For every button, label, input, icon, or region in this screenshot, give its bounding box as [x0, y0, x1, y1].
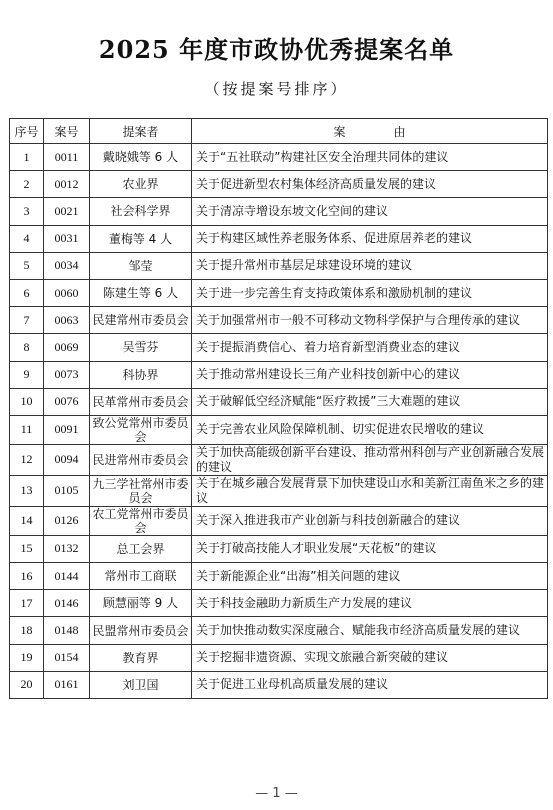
table-row: [10, 252, 548, 279]
proposal-reason: 关于加强常州市一般不可移动文物科学保护与合理传承的建议: [192, 307, 548, 334]
proposal-number: 0021: [44, 198, 90, 225]
proposer: 总工会界: [90, 535, 192, 562]
table-row: [10, 617, 548, 644]
proposal-number: 0105: [44, 475, 90, 506]
proposal-number: 0073: [44, 361, 90, 388]
proposer: 致公党常州市委员会: [90, 415, 192, 444]
row-index: 5: [10, 252, 44, 279]
row-index: 13: [10, 475, 44, 506]
row-index: 8: [10, 334, 44, 361]
proposal-reason: 关于打破高技能人才职业发展“天花板”的建议: [192, 535, 548, 562]
row-index: 7: [10, 307, 44, 334]
proposal-number: 0091: [44, 415, 90, 444]
proposal-reason: 关于提振消费信心、着力培育新型消费业态的建议: [192, 334, 548, 361]
proposal-reason: 关于“五社联动”构建社区安全治理共同体的建议: [192, 144, 548, 171]
table-row: [10, 225, 548, 252]
proposal-number: 0094: [44, 444, 90, 475]
row-index: 9: [10, 361, 44, 388]
proposal-number: 0146: [44, 590, 90, 617]
row-index: 17: [10, 590, 44, 617]
page-subtitle: （按提案号排序）: [204, 80, 349, 98]
proposal-reason: 关于挖掘非遗资源、实现文旅融合新突破的建议: [192, 644, 548, 671]
table-row: [10, 171, 548, 198]
proposer: 常州市工商联: [90, 563, 192, 590]
table-body: [10, 144, 548, 699]
proposal-number: 0132: [44, 535, 90, 562]
proposal-reason: 关于提升常州市基层足球建设环境的建议: [192, 252, 548, 279]
column-header-index: 序号: [10, 119, 44, 144]
page-number: — 1 —: [255, 786, 298, 801]
table-row: [10, 506, 548, 535]
proposal-reason: 关于清凉寺增设东坡文化空间的建议: [192, 198, 548, 225]
page-title: 2025 年度市政协优秀提案名单: [98, 35, 455, 64]
column-header-number: 案号: [44, 119, 90, 144]
proposer: 民建常州市委员会: [90, 307, 192, 334]
proposer: 民革常州市委员会: [90, 388, 192, 415]
row-index: 2: [10, 171, 44, 198]
table-row: [10, 144, 548, 171]
proposer: 民盟常州市委员会: [90, 617, 192, 644]
proposer: 陈建生等 6 人: [90, 279, 192, 306]
proposal-number: 0076: [44, 388, 90, 415]
proposal-reason: 关于破解低空经济赋能“医疗救援”三大难题的建议: [192, 388, 548, 415]
row-index: 16: [10, 563, 44, 590]
proposer: 教育界: [90, 644, 192, 671]
proposal-reason: 关于进一步完善生育支持政策体系和激励机制的建议: [192, 279, 548, 306]
row-index: 10: [10, 388, 44, 415]
proposal-reason: 关于构建区域性养老服务体系、促进原居养老的建议: [192, 225, 548, 252]
proposer: 社会科学界: [90, 198, 192, 225]
table-row: [10, 535, 548, 562]
proposal-reason: 关于完善农业风险保障机制、切实促进农民增收的建议: [192, 415, 548, 444]
proposal-number: 0148: [44, 617, 90, 644]
proposal-number: 0144: [44, 563, 90, 590]
table-row: [10, 563, 548, 590]
table-row: [10, 590, 548, 617]
row-index: 20: [10, 671, 44, 698]
row-index: 1: [10, 144, 44, 171]
table-row: [10, 444, 548, 475]
proposal-reason: 关于加快高能级创新平台建设、推动常州科创与产业创新融合发展的建议: [192, 444, 548, 475]
proposer: 顾慧丽等 9 人: [90, 590, 192, 617]
proposal-number: 0126: [44, 506, 90, 535]
table-row: [10, 671, 548, 698]
row-index: 6: [10, 279, 44, 306]
table-row: [10, 361, 548, 388]
proposer: 农工党常州市委员会: [90, 506, 192, 535]
proposal-reason: 关于深入推进我市产业创新与科技创新融合的建议: [192, 506, 548, 535]
proposer: 民进常州市委员会: [90, 444, 192, 475]
proposal-table: [9, 118, 548, 699]
proposal-number: 0060: [44, 279, 90, 306]
proposal-number: 0161: [44, 671, 90, 698]
proposal-number: 0011: [44, 144, 90, 171]
proposal-reason: 关于促进工业母机高质量发展的建议: [192, 671, 548, 698]
table-row: [10, 334, 548, 361]
proposal-number: 0031: [44, 225, 90, 252]
table-row: [10, 279, 548, 306]
proposal-number: 0063: [44, 307, 90, 334]
table-row: [10, 415, 548, 444]
row-index: 4: [10, 225, 44, 252]
table-row: [10, 388, 548, 415]
proposer: 戴晓娥等 6 人: [90, 144, 192, 171]
proposer: 科协界: [90, 361, 192, 388]
table-row: [10, 475, 548, 506]
row-index: 14: [10, 506, 44, 535]
table-row: [10, 644, 548, 671]
row-index: 11: [10, 415, 44, 444]
proposal-reason: 关于推动常州建设长三角产业科技创新中心的建议: [192, 361, 548, 388]
proposer: 董梅等 4 人: [90, 225, 192, 252]
proposal-reason: 关于促进新型农村集体经济高质量发展的建议: [192, 171, 548, 198]
proposal-number: 0034: [44, 252, 90, 279]
proposal-reason: 关于加快推动数实深度融合、赋能我市经济高质量发展的建议: [192, 617, 548, 644]
proposal-reason: 关于在城乡融合发展背景下加快建设山水和美新江南鱼米之乡的建议: [192, 475, 548, 506]
proposal-number: 0154: [44, 644, 90, 671]
table-header-row: [10, 119, 548, 144]
proposer: 九三学社常州市委员会: [90, 475, 192, 506]
row-index: 18: [10, 617, 44, 644]
proposal-number: 0012: [44, 171, 90, 198]
proposal-number: 0069: [44, 334, 90, 361]
table-row: [10, 198, 548, 225]
proposal-reason: 关于新能源企业“出海”相关问题的建议: [192, 563, 548, 590]
row-index: 15: [10, 535, 44, 562]
proposal-reason: 关于科技金融助力新质生产力发展的建议: [192, 590, 548, 617]
proposer: 农业界: [90, 171, 192, 198]
table-row: [10, 307, 548, 334]
column-header-proposer: 提案者: [90, 119, 192, 144]
row-index: 12: [10, 444, 44, 475]
column-header-reason: 案 由: [192, 119, 548, 144]
proposer: 吴雪芬: [90, 334, 192, 361]
proposer: 刘卫国: [90, 671, 192, 698]
proposer: 邹莹: [90, 252, 192, 279]
row-index: 3: [10, 198, 44, 225]
row-index: 19: [10, 644, 44, 671]
